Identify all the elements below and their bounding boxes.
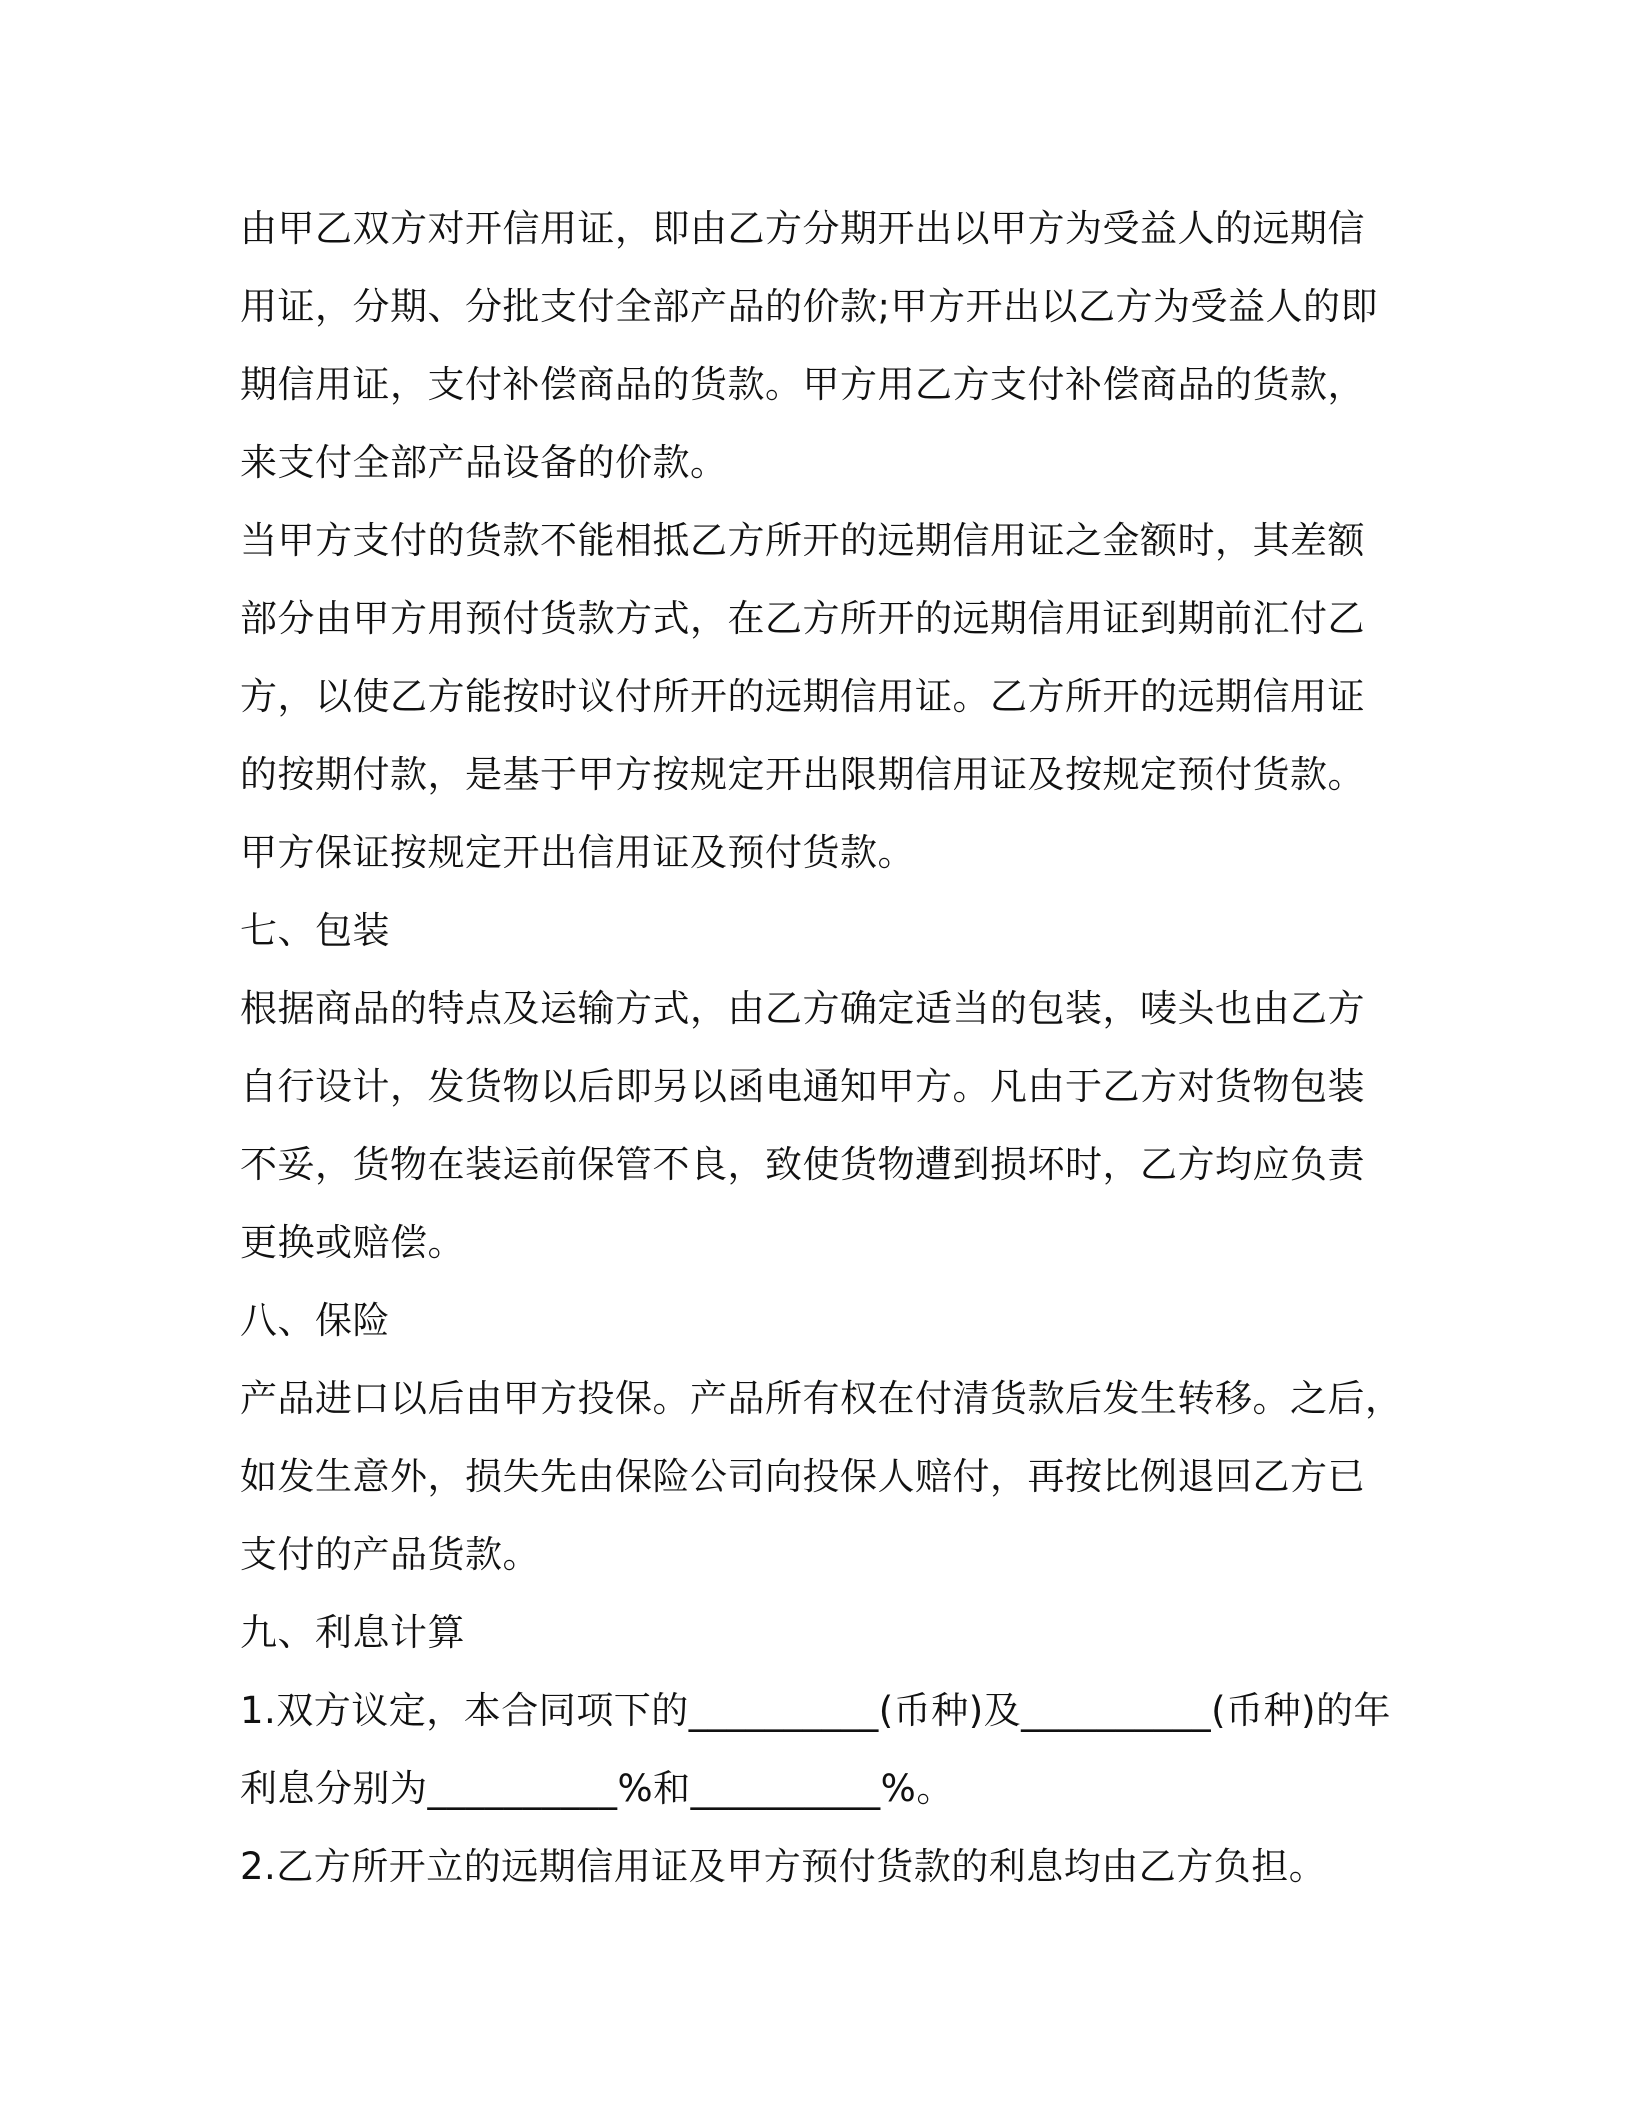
- paragraph-line: 由甲乙双方对开信用证，即由乙方分期开出以甲方为受益人的远期信: [240, 207, 1365, 250]
- paragraph-line: 自行设计，发货物以后即另以函电通知甲方。凡由于乙方对货物包装: [240, 1065, 1365, 1108]
- paragraph-line: 利息分别为__________%和__________%。: [240, 1767, 954, 1810]
- paragraph-line: 当甲方支付的货款不能相抵乙方所开的远期信用证之金额时，其差额: [240, 519, 1365, 562]
- paragraph-line: 不妥，货物在装运前保管不良，致使货物遭到损坏时，乙方均应负责: [240, 1143, 1365, 1186]
- paragraph-line: 根据商品的特点及运输方式，由乙方确定适当的包装，唛头也由乙方: [240, 987, 1365, 1030]
- document-body: [240, 190, 1403, 1906]
- section-heading: 八、保险: [240, 1299, 390, 1342]
- paragraph-line: 2.乙方所开立的远期信用证及甲方预付货款的利息均由乙方负担。: [240, 1845, 1327, 1888]
- paragraph-line: 的按期付款，是基于甲方按规定开出限期信用证及按规定预付货款。: [240, 753, 1365, 796]
- paragraph-line: 方，以使乙方能按时议付所开的远期信用证。乙方所开的远期信用证: [240, 675, 1365, 718]
- paragraph-line: 如发生意外，损失先由保险公司向投保人赔付，再按比例退回乙方已: [240, 1455, 1365, 1498]
- paragraph-line: 产品进口以后由甲方投保。产品所有权在付清货款后发生转移。之后，: [240, 1377, 1403, 1420]
- paragraph-line: 来支付全部产品设备的价款。: [240, 441, 728, 484]
- paragraph-line: 期信用证，支付补偿商品的货款。甲方用乙方支付补偿商品的货款，: [240, 363, 1365, 406]
- paragraph-line: 更换或赔偿。: [240, 1221, 465, 1264]
- section-heading: 七、包装: [240, 909, 390, 952]
- paragraph-line: 用证，分期、分批支付全部产品的价款;甲方开出以乙方为受益人的即: [240, 285, 1378, 328]
- paragraph-line: 支付的产品货款。: [240, 1533, 540, 1576]
- section-heading: 九、利息计算: [240, 1611, 465, 1654]
- paragraph-line: 1.双方议定，本合同项下的__________(币种)及__________(币种)的年: [240, 1689, 1392, 1732]
- paragraph-line: 部分由甲方用预付货款方式，在乙方所开的远期信用证到期前汇付乙: [240, 597, 1365, 640]
- paragraph-line: 甲方保证按规定开出信用证及预付货款。: [240, 831, 915, 874]
